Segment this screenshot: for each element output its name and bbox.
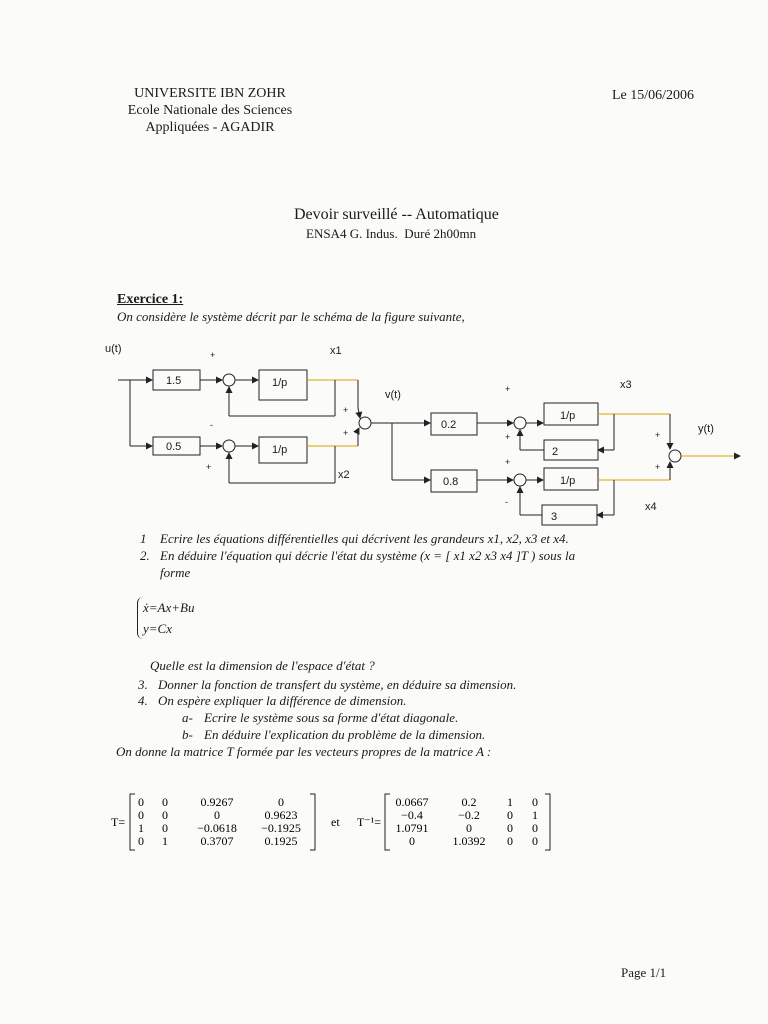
matrix-cell: 0 bbox=[278, 795, 284, 809]
question-text: Ecrire le système sous sa forme d'état diagonale. bbox=[204, 710, 459, 725]
gain-0-2: 0.2 bbox=[441, 419, 457, 431]
university-header bbox=[100, 85, 320, 136]
plus-sign: + bbox=[206, 462, 212, 472]
mid-signal-label: v(t) bbox=[385, 389, 401, 401]
school-name-line2: Appliquées - AGADIR bbox=[145, 120, 275, 135]
matrix-cell: 0 bbox=[532, 795, 538, 809]
question-text: Donner la fonction de transfert du système, en déduire sa dimension. bbox=[158, 677, 517, 692]
plus-sign: + bbox=[655, 462, 661, 472]
minus-sign: - bbox=[210, 420, 213, 430]
university-name: UNIVERSITE IBN ZOHR bbox=[134, 86, 286, 101]
question-4b bbox=[182, 727, 485, 743]
matrix-connector: et bbox=[331, 815, 340, 829]
matrix-cell: 0 bbox=[466, 821, 472, 835]
matrix-cell: 0 bbox=[162, 808, 168, 822]
matrix-cell: 1 bbox=[532, 808, 538, 822]
question-dimension: Quelle est la dimension de l'espace d'état ? bbox=[150, 658, 375, 673]
matrix-cell: 1 bbox=[162, 834, 168, 848]
matrix-cell: 1.0791 bbox=[395, 821, 429, 835]
plus-sign: + bbox=[505, 457, 511, 467]
matrix-cell: 0.3707 bbox=[200, 834, 234, 848]
matrix-cell: 0.1925 bbox=[264, 834, 298, 848]
matrix-cell: −0.1925 bbox=[261, 821, 301, 835]
page-number: Page 1/1 bbox=[621, 965, 667, 980]
eigenvector-matrices bbox=[105, 790, 565, 860]
exam-date: Le 15/06/2006 bbox=[612, 88, 695, 103]
matrix-intro: On donne la matrice T formée par les vecteurs propres de la matrice A : bbox=[116, 744, 492, 759]
plus-sign: + bbox=[210, 350, 216, 360]
output-equation: y=Cx bbox=[143, 621, 172, 636]
gain-0-5: 0.5 bbox=[166, 441, 182, 453]
question-number: 3. bbox=[138, 677, 148, 692]
plus-sign: + bbox=[505, 432, 511, 442]
question-text: On espère expliquer la différence de dimension. bbox=[158, 693, 407, 708]
question-text: En déduire l'explication du problème de la dimension. bbox=[204, 727, 486, 742]
exercise-heading: Exercice 1: bbox=[117, 292, 184, 307]
matrix-cell: 0 bbox=[138, 795, 144, 809]
question-number: 4. bbox=[138, 693, 148, 708]
question-2 bbox=[140, 548, 740, 564]
question-number: b- bbox=[182, 727, 193, 742]
question-1 bbox=[140, 531, 569, 547]
integrator-x3: 1/p bbox=[560, 410, 576, 422]
question-text: En déduire l'équation qui décrie l'état du système (x = [ x1 x2 x3 x4 ]T ) sous la bbox=[160, 548, 576, 563]
matrix-cell: 0 bbox=[507, 808, 513, 822]
matrix-cell: −0.0618 bbox=[197, 821, 237, 835]
exam-subtitle: ENSA4 G. Indus. Duré 2h00mn bbox=[306, 226, 477, 241]
integrator-x2: 1/p bbox=[272, 444, 288, 456]
matrix-cell: 0.9623 bbox=[264, 808, 298, 822]
question-number: 2. bbox=[140, 548, 150, 563]
matrix-T bbox=[138, 795, 301, 848]
matrix-cell: 1 bbox=[507, 795, 513, 809]
matrix-cell: 0.0667 bbox=[395, 795, 429, 809]
state-x2-label: x2 bbox=[338, 469, 350, 481]
state-x3-label: x3 bbox=[620, 379, 632, 391]
question-2-continuation: forme bbox=[160, 565, 191, 580]
plus-sign: + bbox=[655, 430, 661, 440]
matrix-cell: 0 bbox=[409, 834, 415, 848]
matrix-cell: −0.2 bbox=[458, 808, 480, 822]
question-4a bbox=[182, 710, 458, 726]
question-4 bbox=[138, 693, 407, 709]
matrix-cell: 0 bbox=[138, 808, 144, 822]
input-label: u(t) bbox=[105, 343, 122, 355]
state-x4-label: x4 bbox=[645, 501, 657, 513]
matrix-cell: −0.4 bbox=[401, 808, 423, 822]
matrix-cell: 0 bbox=[507, 834, 513, 848]
matrix-cell: 0 bbox=[214, 808, 220, 822]
question-number: 1 bbox=[140, 531, 147, 546]
plus-sign: + bbox=[343, 405, 349, 415]
plus-sign: + bbox=[343, 428, 349, 438]
matrix-T-inverse bbox=[396, 795, 539, 848]
state-equations bbox=[137, 597, 194, 639]
matrix-cell: 0 bbox=[162, 821, 168, 835]
output-label: y(t) bbox=[698, 423, 714, 435]
matrix-cell: 0 bbox=[532, 821, 538, 835]
exam-title: Devoir surveillé -- Automatique bbox=[294, 206, 499, 223]
matrix-T-label: T= bbox=[111, 815, 126, 829]
feedback-gain-3: 3 bbox=[551, 511, 558, 523]
matrix-cell: 0 bbox=[138, 834, 144, 848]
state-x1-label: x1 bbox=[330, 345, 342, 357]
block-diagram bbox=[100, 340, 750, 530]
matrix-cell: 1 bbox=[138, 821, 144, 835]
gain-0-8: 0.8 bbox=[443, 476, 459, 488]
state-equation: ẋ=Ax+Bu bbox=[143, 600, 195, 615]
matrix-cell: 0.2 bbox=[461, 795, 477, 809]
school-name-line1: Ecole Nationale des Sciences bbox=[127, 103, 293, 118]
integrator-x1: 1/p bbox=[272, 377, 288, 389]
exercise-intro: On considère le système décrit par le schéma de la figure suivante, bbox=[117, 309, 465, 324]
matrix-Tinv-label: T⁻¹= bbox=[357, 815, 382, 829]
minus-sign: - bbox=[505, 497, 508, 507]
matrix-cell: 0 bbox=[162, 795, 168, 809]
feedback-gain-2: 2 bbox=[552, 446, 559, 458]
matrix-cell: 0.9267 bbox=[200, 795, 234, 809]
matrix-cell: 0 bbox=[532, 834, 538, 848]
gain-1-5: 1.5 bbox=[166, 375, 182, 387]
plus-sign: + bbox=[505, 384, 511, 394]
matrix-cell: 0 bbox=[507, 821, 513, 835]
question-text: Ecrire les équations différentielles qui décrivent les grandeurs x1, x2, x3 et x4. bbox=[160, 531, 569, 546]
question-3 bbox=[138, 677, 516, 693]
question-number: a- bbox=[182, 710, 193, 725]
matrix-cell: 1.0392 bbox=[452, 834, 486, 848]
integrator-x4: 1/p bbox=[560, 475, 576, 487]
